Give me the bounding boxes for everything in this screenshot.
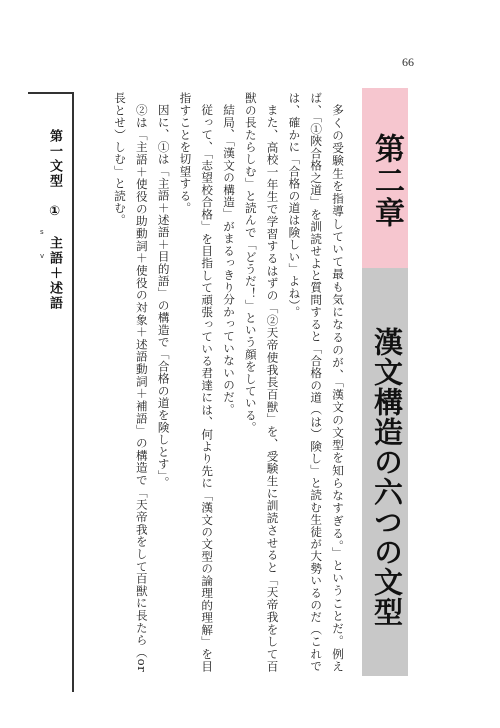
sidebar-top-rule (28, 92, 74, 94)
page-number: 66 (402, 55, 414, 69)
sidebar-subscript-v: v (40, 252, 45, 260)
sidebar-subscript-s: s (40, 228, 44, 236)
body-paragraph: 因に、①は「主語＋述語＋目的語」の構造で「合格の道を険しとす」。 (156, 103, 171, 489)
body-paragraph: 従って、「志望校合格」を目指して頑張っている君達には、何より先に「漢文の文型の論理的理解」を目指すことを切望する。 (178, 92, 215, 672)
sidebar-heading: 第一文型 ① 主語＋述語 (47, 129, 62, 311)
body-paragraph: 多くの受験生を指導していて最も気になるのが、「漢文の文型を知らなすぎる。」ということだ。例えば、「①陜合格之道」を訓読せよと質問すると「合格の道（は）険し」と読む生徒が大勢いるのだ（これでは、確かに「合格の道は険しい」よね）。 (287, 92, 345, 672)
chapter-number: 第二章 (369, 133, 404, 229)
body-text (86, 92, 348, 672)
body-paragraph: ②は「主語＋使役の助動詞＋使役の対象＋述語動詞＋補語」の構造で「天帝我をして百獣に長たら（or長とせ）しむ」と読む。 (113, 92, 149, 672)
chapter-title: 漢文構造の六つの文型 (370, 327, 404, 627)
body-paragraph: また、高校一年生で学習するはずの「②天帝使我長百獣」を、受験生に訓読させると「天帝我をして百獣の長たらしむ」と読んで「どうだ！」という顔をしている。 (243, 92, 280, 672)
body-paragraph: 結局、「漢文の構造」がまるっきり分かっていないのだ。 (222, 103, 237, 415)
